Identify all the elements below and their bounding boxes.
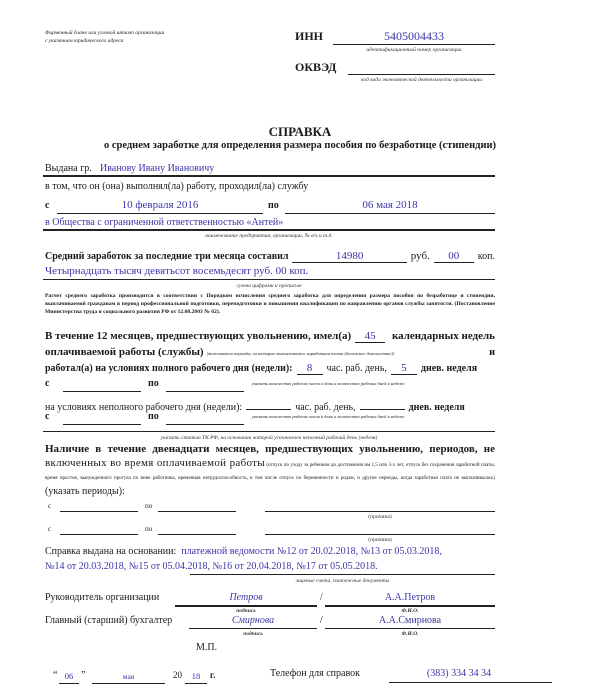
letterhead-note-line: с указанием юридического адреса	[45, 38, 124, 44]
issued-line	[43, 175, 495, 177]
excluded-note-end: (указать периоды):	[45, 486, 125, 497]
excluded-text: Наличие в течение двенадцати месяцев, предшествующих увольнению, периодов, не	[45, 443, 495, 455]
excluded-from-field-1[interactable]	[60, 511, 138, 512]
part-day-row	[45, 397, 495, 413]
to-label: по	[145, 502, 153, 510]
earnings-row	[45, 250, 495, 263]
head-signature-line	[175, 605, 317, 607]
part-day-label: на условиях неполного рабочего дня (недели):	[45, 402, 243, 413]
full-to-field[interactable]	[166, 391, 244, 392]
signature-caption: подпись	[236, 608, 256, 614]
okved-line	[348, 74, 495, 75]
accountant-label: Главный (старший) бухгалтер	[45, 615, 173, 626]
org-line	[43, 229, 495, 231]
hours-label: час. раб. день,	[295, 402, 356, 413]
words-line	[43, 279, 495, 280]
reason-field-1[interactable]	[265, 511, 495, 512]
head-name-line	[325, 605, 495, 607]
stamp-label: М.П.	[196, 642, 218, 653]
from-label: с	[48, 525, 52, 533]
article-caption: указать статью ТК РФ, на основании которой установлен неполный рабочий день (неделя)	[160, 435, 378, 441]
reason-caption: (причина)	[368, 537, 392, 543]
weeks-row	[45, 330, 495, 343]
kop-label: коп.	[477, 251, 495, 262]
hours-caption: указать количество рабочих часов в день и количество рабочих дней в неделю	[252, 414, 405, 419]
part-hours-value[interactable]	[246, 397, 291, 410]
quote-open: “	[53, 670, 58, 681]
excluded-paragraph	[45, 457, 495, 500]
inn-caption: идентификационный номер организации	[366, 47, 462, 53]
inn-line	[333, 44, 495, 45]
date-day[interactable]: 06	[64, 671, 74, 681]
basis-value-1[interactable]: платежной ведомости №12 от 20.02.2018, №13 от 05.03.2018,	[181, 546, 442, 557]
slash: /	[320, 592, 323, 603]
hours-label: час. раб. день,	[326, 363, 387, 374]
inn-value[interactable]: 5405004433	[384, 29, 444, 43]
accountant-name[interactable]: А.А.Смирнова	[378, 615, 442, 626]
full-days-value[interactable]: 5	[391, 362, 417, 375]
to-label: по	[268, 200, 279, 211]
accountant-signature[interactable]: Смирнова	[231, 615, 275, 626]
kop-value[interactable]: 00	[434, 250, 474, 263]
page-subtitle: о среднем заработке для определения размера пособия по безработице (стипендии)	[103, 140, 497, 151]
from-label: с	[48, 502, 52, 510]
paid-work-end: и	[489, 347, 495, 358]
from-label: с	[45, 378, 50, 389]
weeks-value[interactable]: 45	[355, 330, 385, 343]
earnings-label: Средний заработок за последние три месяца составил	[45, 251, 289, 262]
calculation-note: Расчет среднего заработка производится в соответствии с Порядком исчисления среднего заработка для определения размера пособия по безработице и стипендии, выплачиваемой гражданам в период профессиональной подготовки, переподготовки и повышения квалификации по направлению органов службы занятости. (Постановление Министерства труда и социального развития РФ от 12.08.2003 № 62).	[45, 293, 495, 315]
basis-value-2[interactable]: №14 от 20.03.2018, №15 от 05.04.2018, №16 от 20.04.2018, №17 от 05.05.2018.	[45, 561, 378, 572]
work-text: в том, что он (она) выполнял(ла) работу, проходил(ла) службу	[45, 181, 309, 192]
from-line	[57, 213, 263, 214]
letterhead-note-line: Фирменный бланк или угловой штамп организации	[45, 30, 165, 36]
article-field[interactable]	[43, 431, 495, 432]
work-to-value[interactable]: 06 мая 2018	[362, 199, 418, 211]
letterhead-note	[45, 29, 164, 45]
paid-work-text: оплачиваемой работы (службы)	[45, 346, 204, 358]
okved-caption: код вида экономической деятельности организации	[360, 77, 483, 83]
weeks-text-2: календарных недель	[391, 330, 495, 342]
page-title: СПРАВКА	[268, 124, 332, 139]
org-caption: наименование предприятия, организации, № в/ч и т.д.	[205, 233, 333, 239]
rub-label: руб.	[410, 250, 430, 262]
year-label: г.	[210, 670, 216, 680]
days-label: днев. неделя	[420, 363, 478, 374]
phone-line	[389, 682, 552, 683]
head-signature[interactable]: Петров	[229, 592, 263, 603]
name-caption: Ф.И.О.	[401, 608, 419, 614]
month-line	[92, 683, 165, 684]
part-to-field[interactable]	[166, 424, 244, 425]
day-line	[59, 683, 79, 684]
basis-line	[190, 574, 495, 575]
issued-name[interactable]: Иванову Ивану Ивановичу	[100, 163, 215, 174]
full-hours-value[interactable]: 8	[297, 362, 323, 375]
from-label: с	[45, 200, 50, 211]
okved-label: ОКВЭД	[295, 60, 337, 74]
quote-close: ”	[81, 670, 86, 681]
part-days-value[interactable]	[360, 397, 405, 410]
basis-label: Справка выдана на основании:	[45, 546, 177, 557]
days-label: днев. неделя	[408, 402, 465, 413]
to-line	[285, 213, 495, 214]
excluded-from-field-2[interactable]	[60, 534, 138, 535]
work-from-value[interactable]: 10 февраля 2016	[121, 199, 199, 211]
slash: /	[320, 615, 323, 626]
full-from-field[interactable]	[63, 391, 141, 392]
reason-field-2[interactable]	[265, 534, 495, 535]
date-month[interactable]: мая	[122, 672, 135, 681]
accountant-signature-line	[189, 628, 317, 629]
phone-value[interactable]: (383) 334 34 34	[426, 668, 492, 679]
basis-row	[45, 546, 495, 557]
weeks-text: В течение 12 месяцев, предшествующих увольнению, имел(а)	[45, 330, 352, 342]
from-label: с	[45, 411, 50, 422]
full-day-label: работал(а) на условиях полного рабочего дня (недели):	[45, 363, 293, 374]
excluded-note-text: (отпуск по уходу за ребенком до достижения им 1,5 или 3-х лет, отпуск без сохранения заработной платы, время простоя, вынужденного прогула по вине работника, временная нетрудоспособность, в том числе отпуск по беременности и родам, и другие периоды, когда заработная плата не выплачивалась)	[45, 463, 495, 481]
reason-caption: (причина)	[368, 514, 392, 520]
organization-name[interactable]: в Общества с ограниченной ответственностью «Антей»	[45, 217, 284, 228]
issued-label: Выдана гр.	[45, 163, 92, 174]
signature-caption: подпись	[243, 631, 263, 637]
full-day-row	[45, 362, 495, 375]
accountant-name-line	[325, 628, 495, 629]
paid-work-row	[45, 346, 495, 358]
rub-value[interactable]: 14980	[292, 250, 406, 263]
year-prefix: 20	[173, 670, 182, 680]
earnings-caption: сумма цифрами и прописью	[236, 283, 302, 289]
to-label: по	[148, 378, 159, 389]
excluded-text-2: включенных во время оплачиваемой работы	[45, 457, 265, 469]
year-line	[185, 683, 207, 684]
inn-label: ИНН	[295, 29, 324, 43]
paid-work-note: (включаются периоды, за которые выплачивалась заработная плата (денежное довольствие))	[206, 351, 395, 356]
excluded-to-field-2[interactable]	[158, 534, 236, 535]
head-label: Руководитель организации	[45, 592, 160, 603]
earnings-in-words[interactable]: Четырнадцать тысяч девятьсот восемьдесят руб. 00 коп.	[45, 265, 309, 277]
phone-label: Телефон для справок	[270, 668, 360, 679]
head-name[interactable]: А.А.Петров	[384, 592, 436, 603]
hours-caption: указать количество рабочих часов в день и количество рабочих дней в неделю	[252, 381, 405, 386]
name-caption: Ф.И.О.	[401, 631, 419, 637]
excluded-to-field-1[interactable]	[158, 511, 236, 512]
basis-caption: лицевые счета, платежные документы	[295, 578, 390, 584]
part-from-field[interactable]	[63, 424, 141, 425]
to-label: по	[145, 525, 153, 533]
date-year[interactable]: 18	[191, 671, 201, 681]
to-label: по	[148, 411, 159, 422]
